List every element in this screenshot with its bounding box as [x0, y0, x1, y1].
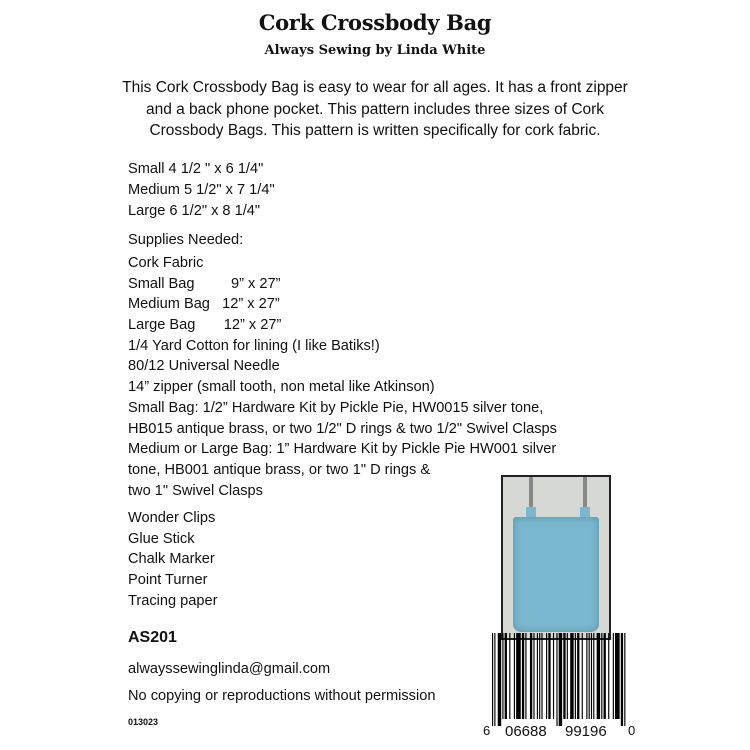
supply-line: HB015 antique brass, or two 1/2" D rings & two 1/2" Swivel Clasps — [128, 421, 557, 437]
supply-line: Tracing paper — [128, 593, 218, 609]
supply-line: Large 6 1/2" x 8 1/4" — [128, 203, 261, 219]
supply-line: Wonder Clips — [128, 510, 216, 526]
barcode-bar — [624, 633, 625, 726]
cork-bag-image — [513, 517, 599, 632]
barcode-bar — [559, 633, 562, 726]
barcode-bar — [597, 633, 600, 719]
barcode-bar — [516, 633, 521, 719]
barcode-bar — [537, 633, 538, 719]
barcode-bar — [615, 633, 620, 719]
page-subtitle: Always Sewing by Linda White — [264, 43, 486, 58]
barcode-bar — [575, 633, 576, 719]
barcode-bar — [567, 633, 568, 719]
supply-line: Glue Stick — [128, 531, 195, 547]
barcode-bar — [613, 633, 614, 719]
supply-line: Large Bag 12” x 27” — [128, 317, 282, 333]
supply-line: Point Turner — [128, 572, 208, 588]
barcode-bar — [539, 633, 540, 719]
barcode-bar — [556, 633, 557, 726]
bag-photo — [501, 475, 611, 640]
barcode-bar — [589, 633, 590, 719]
supply-line: Small 4 1/2 " x 6 1/4" — [128, 161, 264, 177]
supply-line: Medium Bag 12” x 27” — [128, 296, 280, 312]
contact-email: alwayssewinglinda@gmail.com — [128, 661, 331, 677]
supply-line: two 1" Swivel Clasps — [128, 483, 263, 499]
barcode-lead-digit: 6 — [483, 723, 491, 738]
supply-line: Chalk Marker — [128, 551, 215, 567]
barcode-bar — [530, 633, 532, 719]
supply-line: 80/12 Universal Needle — [128, 358, 280, 374]
barcode-bar — [505, 633, 507, 719]
barcode-bar — [548, 633, 550, 719]
barcode-bar — [492, 633, 493, 726]
barcode-bar — [502, 633, 503, 719]
barcode-bar — [533, 633, 534, 719]
supply-line: Small Bag 9” x 27” — [128, 276, 281, 292]
barcode-bar — [591, 633, 592, 719]
barcode-bar — [494, 633, 495, 726]
barcode-bar — [541, 633, 542, 719]
barcode-bar — [593, 633, 594, 719]
supply-line: Medium 5 1/2" x 7 1/4" — [128, 182, 275, 198]
barcode-left-digits: 06688 — [505, 723, 547, 740]
barcode-bar — [601, 633, 602, 719]
supply-line: tone, HB001 antique brass, or two 1" D rings & — [128, 462, 431, 478]
supply-line: Medium or Large Bag: 1” Hardware Kit by Pickle Pie HW001 silver — [128, 441, 557, 457]
barcode-bar — [525, 633, 526, 719]
barcode-bar — [582, 633, 583, 719]
copyright-notice: No copying or reproductions without permission — [128, 688, 436, 704]
supply-line: Small Bag: 1/2” Hardware Kit by Pickle Pie, HW0015 silver tone, — [128, 400, 544, 416]
barcode-bar — [570, 633, 573, 719]
supply-line: Cork Fabric — [128, 255, 204, 271]
barcode-bar — [608, 633, 609, 719]
barcode-right-digits: 99196 — [565, 723, 607, 740]
barcode-bar — [509, 633, 510, 719]
barcode-bar — [604, 633, 606, 719]
barcode — [492, 633, 626, 726]
barcode-bar — [498, 633, 501, 726]
supply-line: 1/4 Yard Cotton for lining (I like Batiks!) — [128, 338, 380, 354]
barcode-check-digit: 0 — [628, 723, 636, 738]
barcode-bar — [553, 633, 554, 719]
page-title: Cork Crossbody Bag — [258, 10, 492, 35]
barcode-bar — [546, 633, 547, 719]
date-code: 013023 — [128, 717, 159, 727]
barcode-bar — [514, 633, 515, 719]
barcode-bar — [563, 633, 565, 719]
barcode-bar — [577, 633, 579, 719]
product-code: AS201 — [128, 629, 177, 646]
supply-line: 14” zipper (small tooth, non metal like Atkinson) — [128, 379, 435, 395]
supply-line: Supplies Needed: — [128, 232, 244, 248]
intro-paragraph: This Cork Crossbody Bag is easy to wear for all ages. It has a front zipper and a back phone pocket. This pattern includes three sizes of Cork Crossbody Bags. This pattern is written specifically for cork fabric. — [122, 79, 628, 139]
barcode-bar — [522, 633, 524, 719]
barcode-bar — [586, 633, 587, 719]
barcode-bar — [621, 633, 623, 726]
